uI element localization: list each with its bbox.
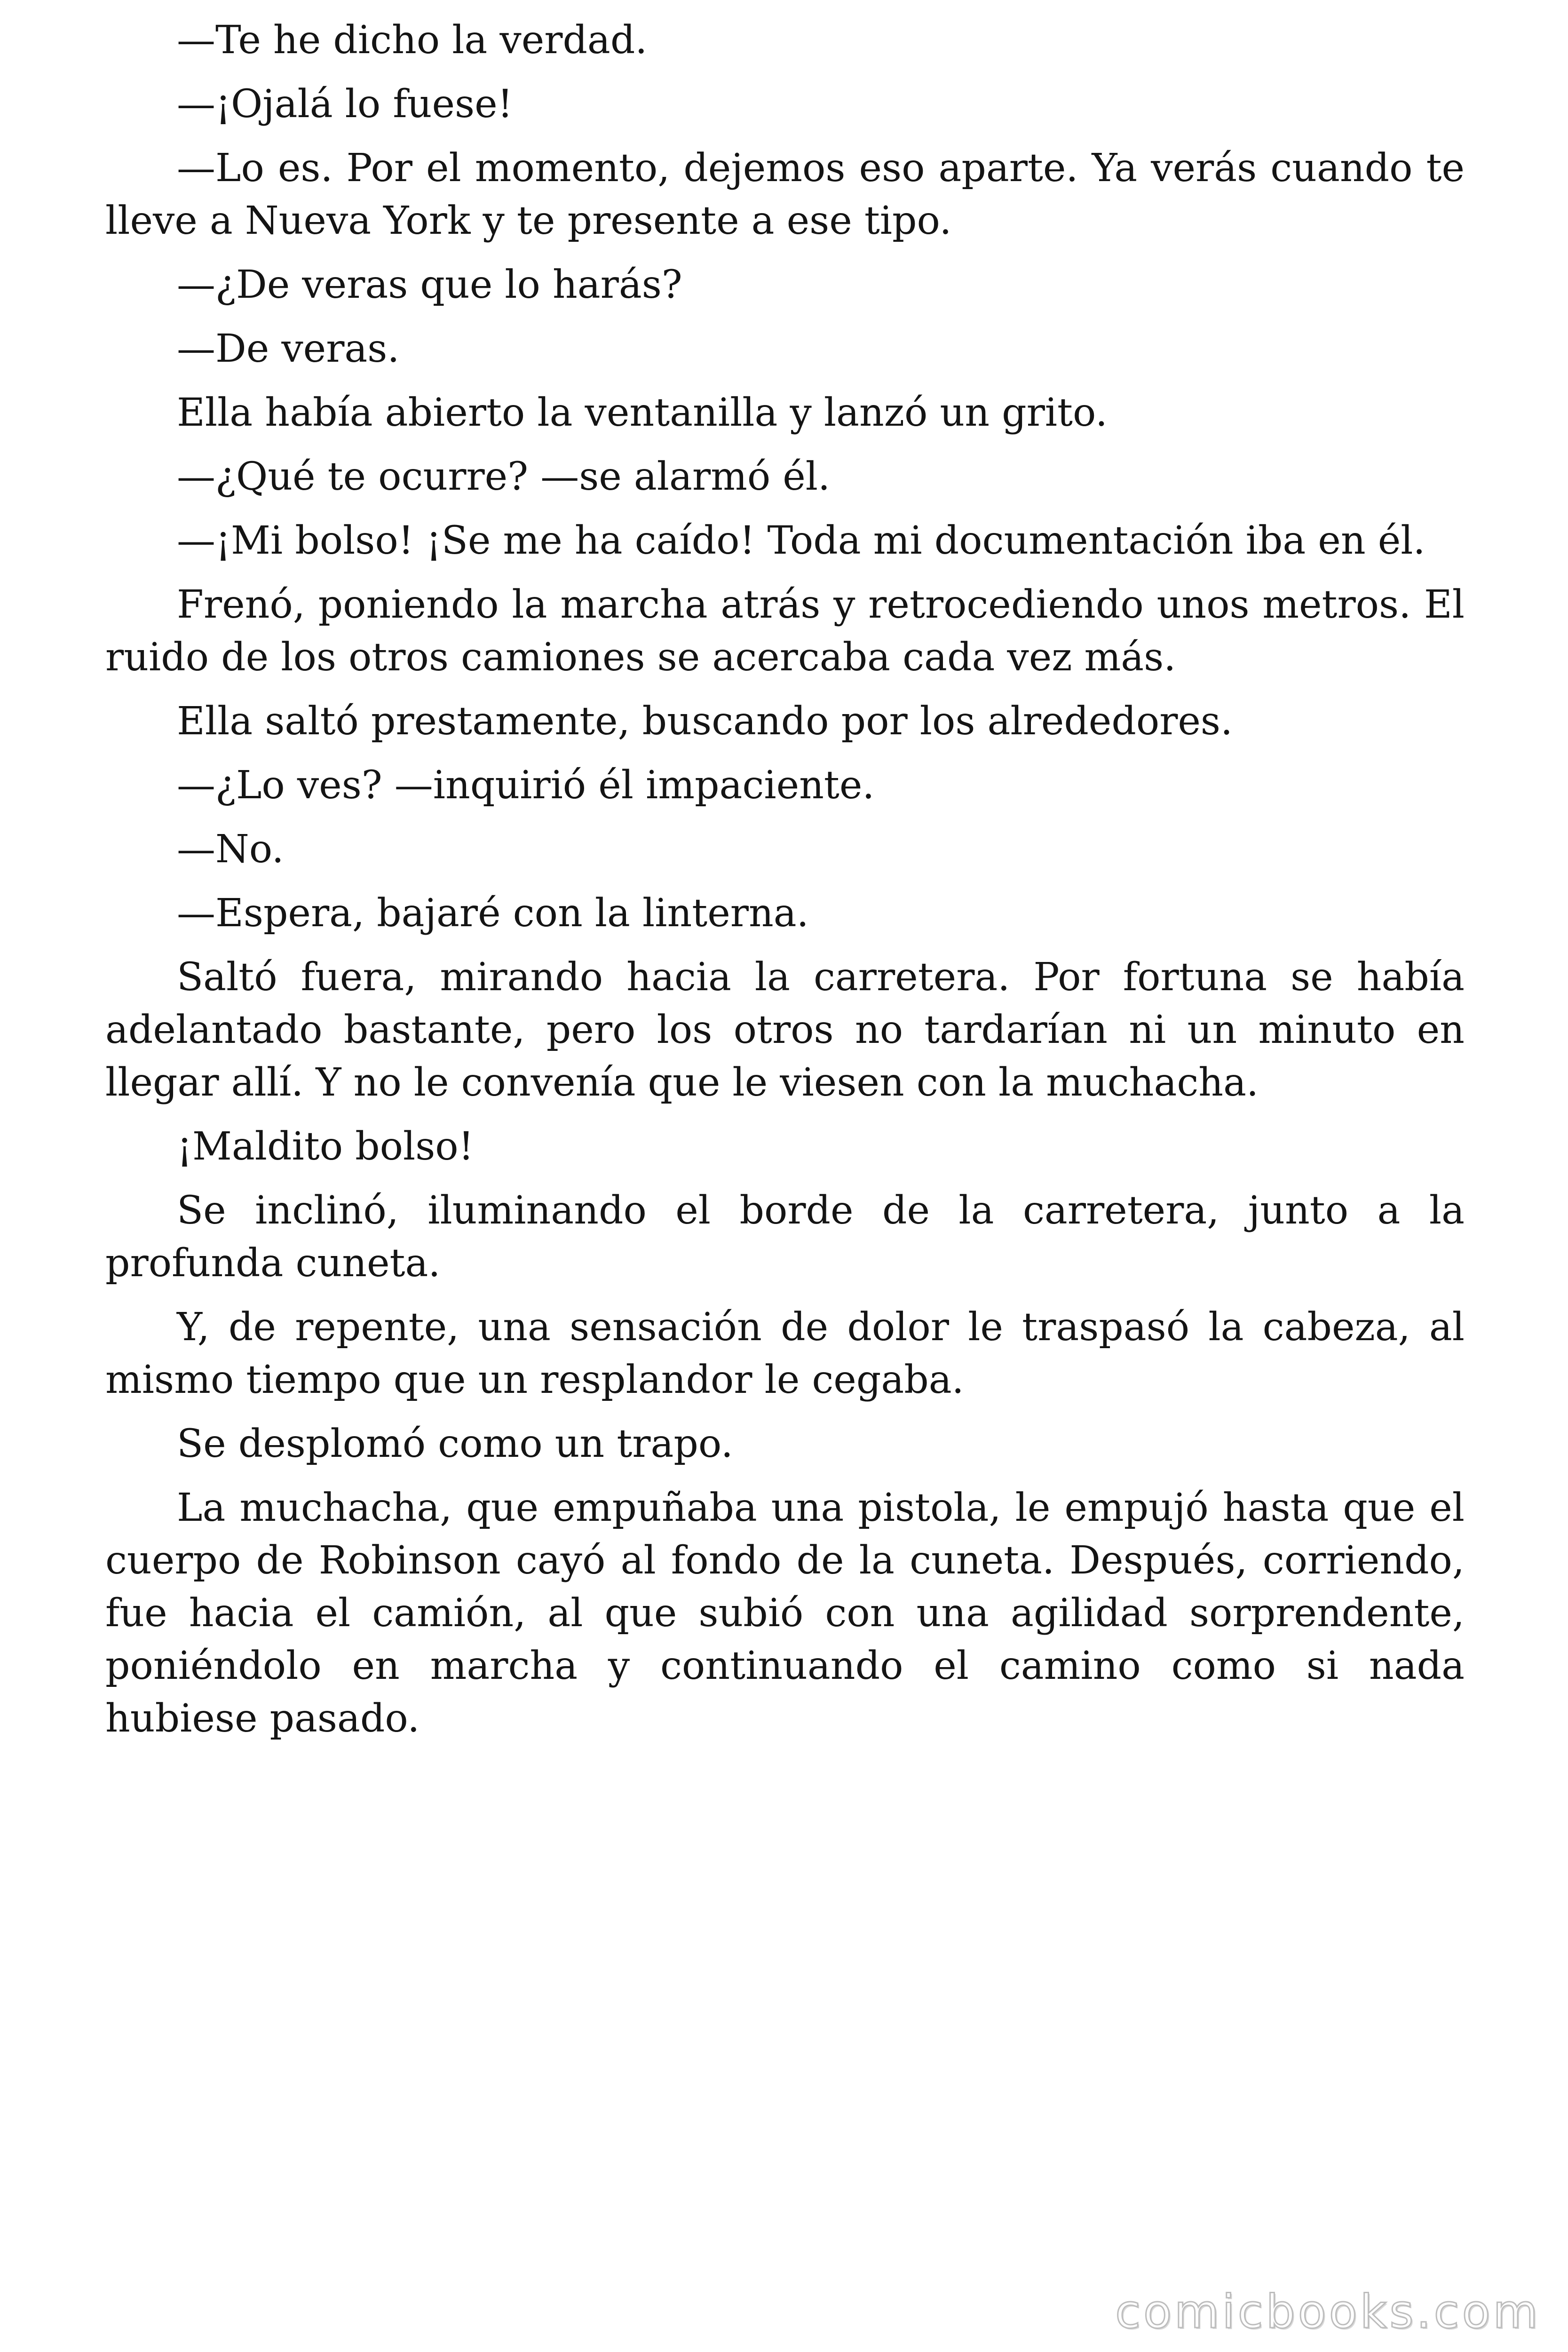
paragraph: —¡Mi bolso! ¡Se me ha caído! Toda mi documentación iba en él. [177, 518, 1425, 563]
paragraph: Saltó fuera, mirando hacia la carretera. Por fortuna se había adelantado bastante, pero los otros no tardarían ni un minuto en llegar allí. Y no le convenía que le viesen con la muchacha. [105, 955, 1465, 1105]
paragraph: —Espera, bajaré con la linterna. [177, 891, 809, 936]
paragraph: —¡Ojalá lo fuese! [177, 82, 513, 127]
paragraph: Ella saltó prestamente, buscando por los alrededores. [177, 699, 1233, 744]
paragraph: Se desplomó como un trapo. [177, 1422, 733, 1466]
paragraph: Se inclinó, iluminando el borde de la carretera, junto a la profunda cuneta. [105, 1188, 1465, 1286]
paragraph: —Te he dicho la verdad. [177, 18, 648, 63]
paragraph: —No. [177, 827, 284, 872]
paragraph: —¿Qué te ocurre? —se alarmó él. [177, 454, 831, 499]
paragraph: La muchacha, que empuñaba una pistola, le empujó hasta que el cuerpo de Robinson cayó al fondo de la cuneta. Después, corriendo, fue hacia el camión, al que subió con una agilidad sorprendente, poniéndolo en marcha y continuando el camino como si nada hubiese pasado. [105, 1486, 1465, 1741]
paragraph: —¿De veras que lo harás? [177, 262, 682, 307]
paragraph: ¡Maldito bolso! [177, 1124, 474, 1169]
paragraph: Y, de repente, una sensación de dolor le traspasó la cabeza, al mismo tiempo que un resplandor le cegaba. [105, 1305, 1465, 1402]
paragraph: —¿Lo ves? —inquirió él impaciente. [177, 763, 875, 808]
watermark: comicbooks.com [1115, 2285, 1541, 2339]
paragraph: —Lo es. Por el momento, dejemos eso aparte. Ya verás cuando te lleve a Nueva York y te presente a ese tipo. [105, 146, 1465, 243]
paragraph: —De veras. [177, 326, 400, 371]
body-text [105, 14, 1465, 1756]
paragraph: Ella había abierto la ventanilla y lanzó un grito. [177, 390, 1108, 435]
paragraph: Frenó, poniendo la marcha atrás y retrocediendo unos metros. El ruido de los otros camiones se acercaba cada vez más. [105, 582, 1465, 680]
